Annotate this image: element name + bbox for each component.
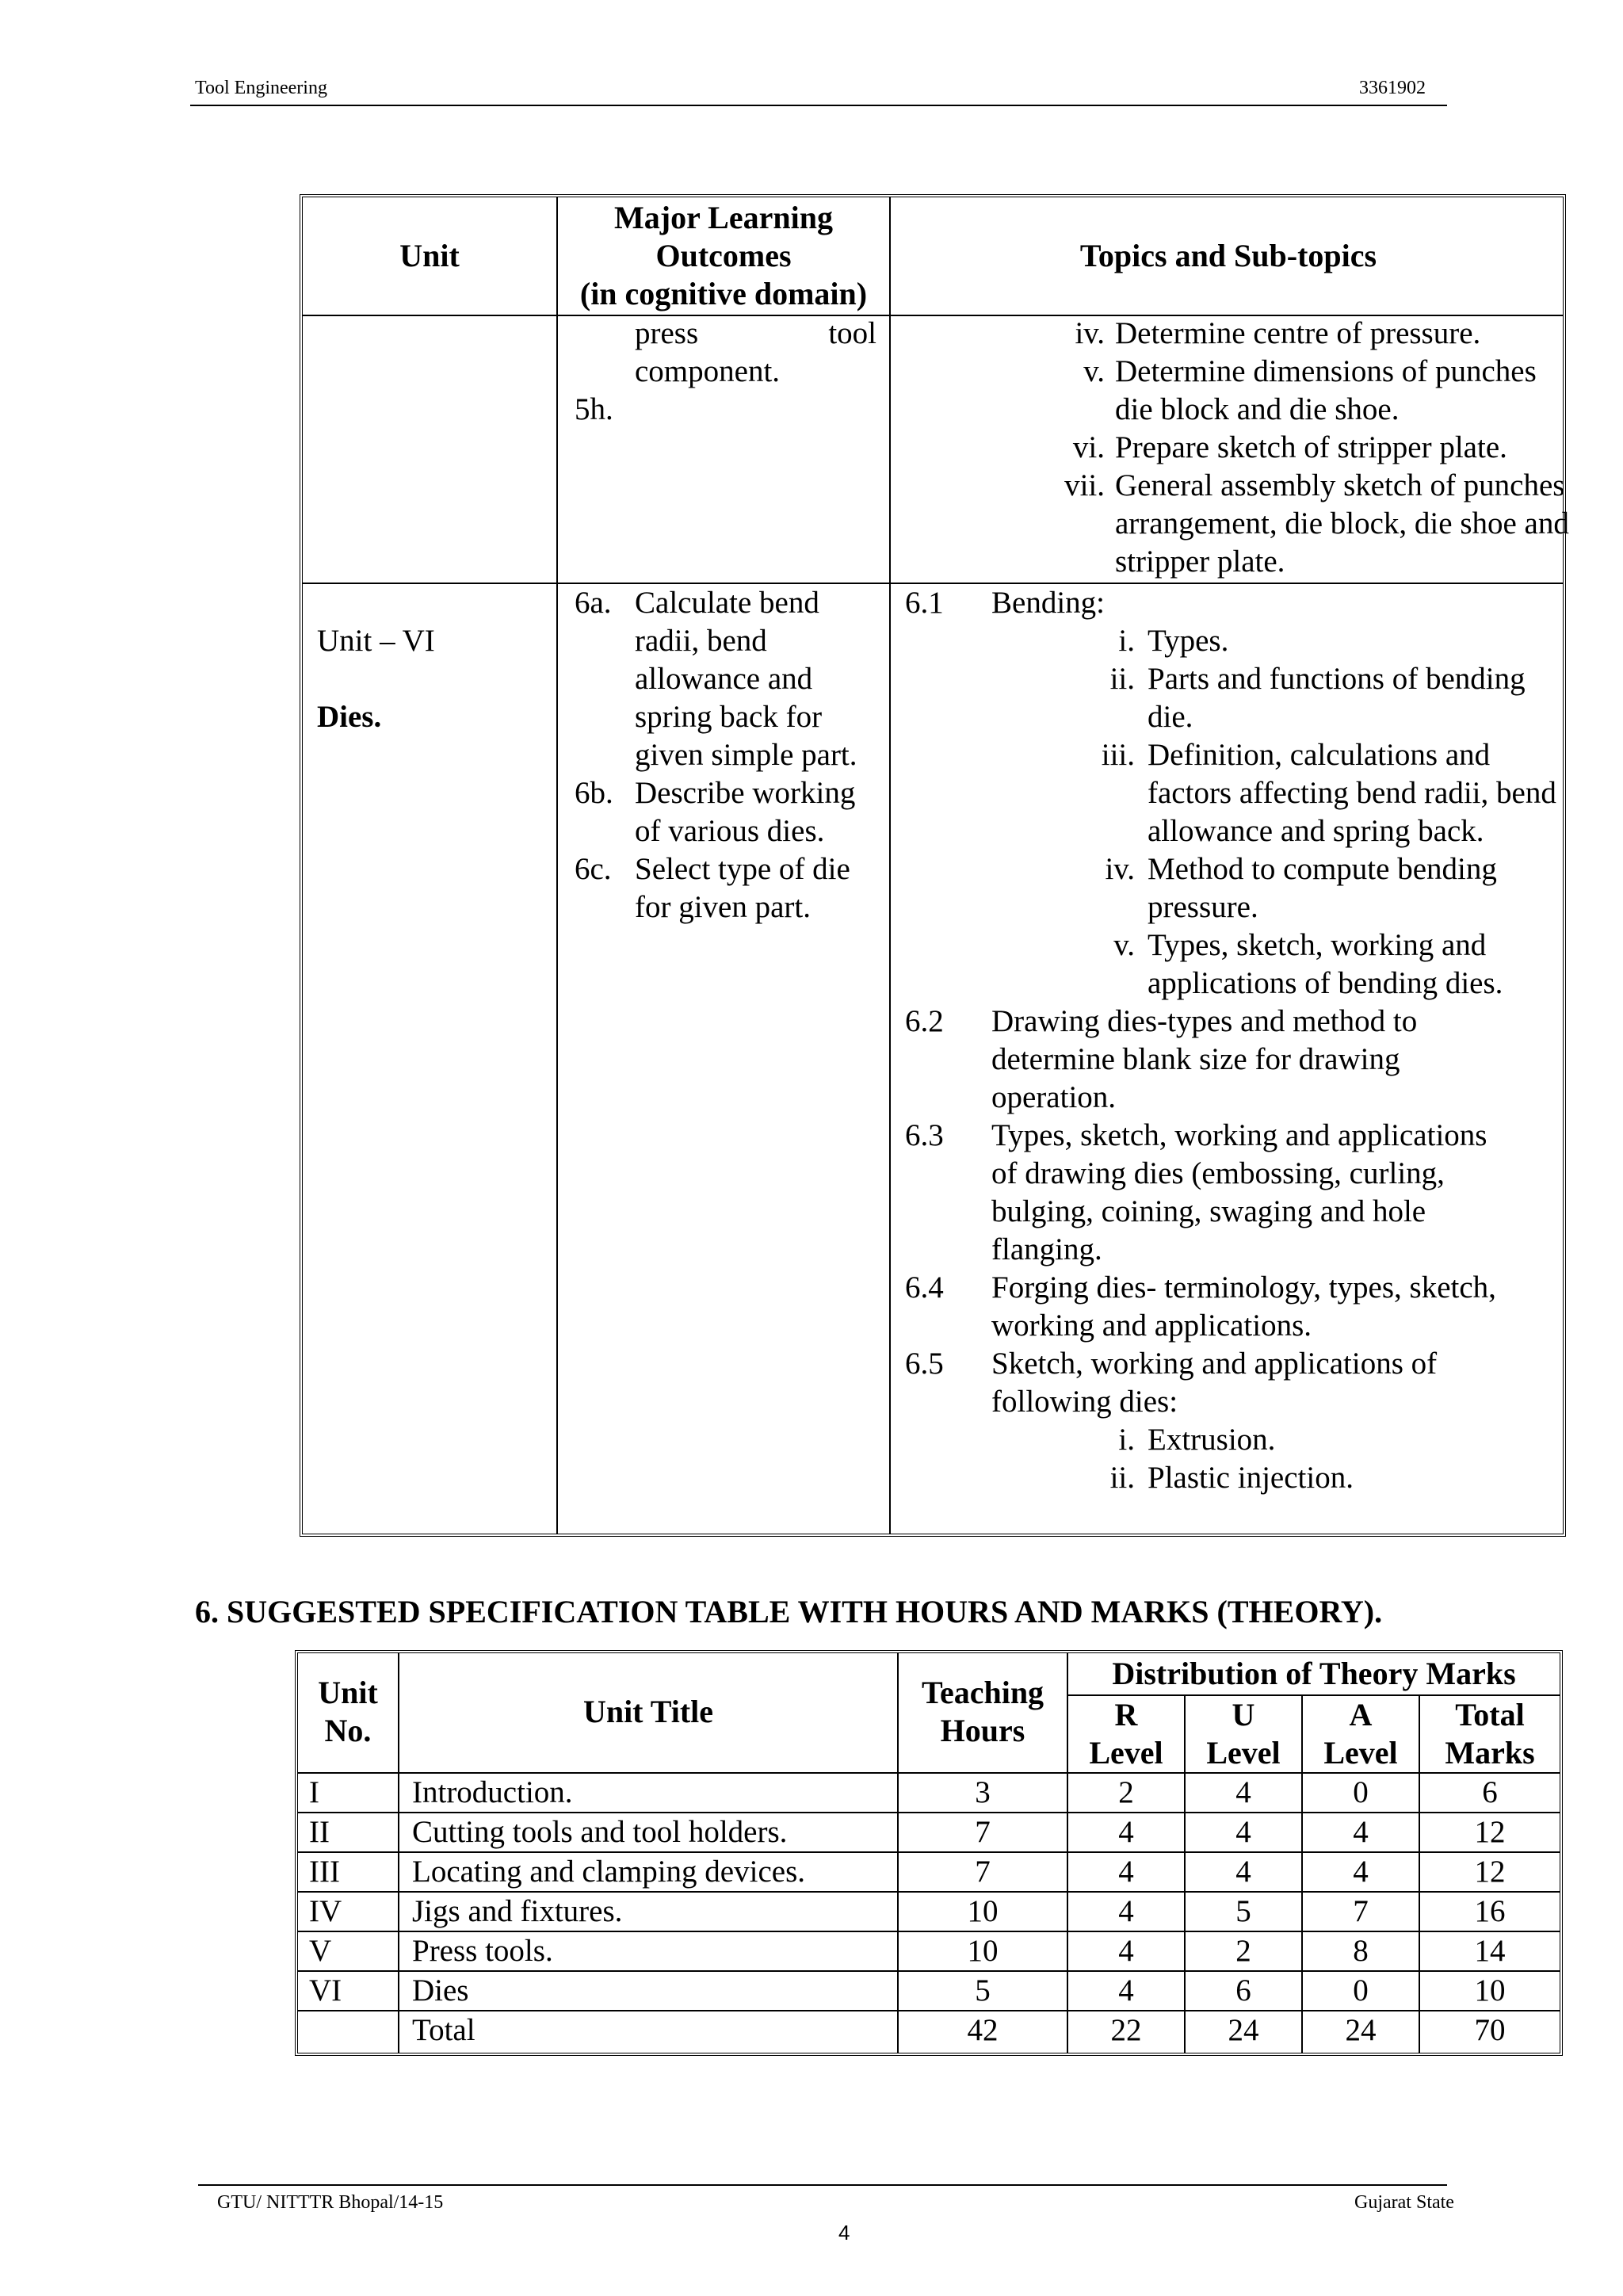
- cell-title: Locating and clamping devices.: [412, 1855, 805, 1889]
- cell-u: 4: [1235, 1855, 1251, 1889]
- topic-text: working and applications.: [991, 1308, 1312, 1343]
- unit-label: Unit – VI: [317, 624, 435, 658]
- cell-hours: 5: [975, 1973, 991, 2008]
- topic-number: 6.4: [905, 1270, 944, 1305]
- header-unit: Unit: [399, 238, 460, 273]
- topic-sub-number: vi.: [1072, 430, 1105, 464]
- topic-number: 6.5: [905, 1347, 944, 1381]
- cell-r: 22: [1110, 2013, 1142, 2047]
- header-u-level: [1186, 1696, 1301, 1772]
- topic-text: Types, sketch, working and applications: [991, 1118, 1487, 1152]
- outcome-item-number: 5h.: [575, 392, 613, 426]
- cell-a: 0: [1353, 1973, 1369, 2008]
- topic-sub-text: arrangement, die block, die shoe and: [1115, 506, 1569, 541]
- cell-title: Cutting tools and tool holders.: [412, 1815, 788, 1849]
- header-r-level: [1068, 1696, 1184, 1772]
- cell-u: 6: [1235, 1973, 1251, 2008]
- header-unit-no: [298, 1674, 398, 1750]
- running-header-code: 3361902: [1359, 78, 1426, 98]
- header-a-level: [1303, 1696, 1419, 1772]
- topic-sub-number: ii.: [1109, 662, 1135, 696]
- cell-hours: 3: [975, 1775, 991, 1809]
- table-row: [298, 1972, 1560, 2010]
- cell-hours: 42: [967, 2013, 999, 2047]
- table-row: [298, 1932, 1560, 1970]
- cell-u: 2: [1235, 1934, 1251, 1968]
- cell-title: Dies: [412, 1973, 469, 2008]
- header-outcomes: [558, 199, 889, 313]
- topic-sub-number: ii.: [1109, 1461, 1135, 1495]
- header-rule: [190, 105, 1447, 106]
- header-line: Level: [1323, 1735, 1398, 1771]
- table-row-total: [298, 2011, 1560, 2050]
- topic-sub-text: factors affecting bend radii, bend: [1148, 776, 1556, 810]
- unit-title: Dies.: [317, 700, 382, 734]
- cell-a: 4: [1353, 1855, 1369, 1889]
- header-distribution: Distribution of Theory Marks: [1112, 1656, 1516, 1691]
- topic-text: Bending:: [991, 586, 1105, 620]
- cell-total: 6: [1482, 1775, 1498, 1809]
- topic-sub-text: Prepare sketch of stripper plate.: [1115, 430, 1507, 464]
- topic-sub-text: Method to compute bending: [1148, 852, 1497, 886]
- cell-r: 4: [1118, 1934, 1134, 1968]
- header-teaching-hours: [899, 1674, 1067, 1750]
- outcome-line: radii, bend: [635, 624, 767, 658]
- cell-hours: 7: [975, 1815, 991, 1849]
- topic-sub-number: i.: [1118, 1423, 1135, 1457]
- topic-text: determine blank size for drawing: [991, 1042, 1400, 1076]
- cell-unit: III: [309, 1855, 340, 1889]
- specification-table: [295, 1650, 1563, 2056]
- outcome-line: of various dies.: [635, 814, 825, 848]
- header-line: R: [1114, 1697, 1138, 1733]
- outcome-continuation-line: component.: [635, 354, 781, 388]
- topic-sub-number: iv.: [1105, 852, 1135, 886]
- header-line: A: [1349, 1697, 1373, 1733]
- cell-hours: 10: [967, 1894, 999, 1928]
- cell-unit: V: [309, 1934, 332, 1968]
- outcome-continuation-line: [635, 315, 876, 353]
- topic-sub-text: Parts and functions of bending: [1148, 662, 1526, 696]
- topic-sub-text: allowance and spring back.: [1148, 814, 1484, 848]
- topic-sub-text: applications of bending dies.: [1148, 966, 1503, 1000]
- column-divider: [889, 197, 891, 1534]
- cell-r: 4: [1118, 1894, 1134, 1928]
- header-total-marks: [1420, 1696, 1560, 1772]
- header-outcomes-line: Outcomes: [655, 238, 792, 273]
- topic-sub-text: Extrusion.: [1148, 1423, 1276, 1457]
- footer-institution: GTU/ NITTTR Bhopal/14-15: [217, 2192, 444, 2213]
- topic-sub-text: General assembly sketch of punches: [1115, 468, 1565, 502]
- topic-sub-text: Types, sketch, working and: [1148, 928, 1487, 962]
- header-line: Teaching: [921, 1675, 1044, 1710]
- topic-text: following dies:: [991, 1385, 1178, 1419]
- topic-sub-text: Determine centre of pressure.: [1115, 316, 1481, 350]
- topic-number: 6.1: [905, 586, 944, 620]
- topic-sub-number: i.: [1118, 624, 1135, 658]
- cell-title: Introduction.: [412, 1775, 573, 1809]
- topic-text: Sketch, working and applications of: [991, 1347, 1438, 1381]
- outcomes-topics-table: [300, 194, 1569, 1537]
- cell-u: 4: [1235, 1775, 1251, 1809]
- header-line: U: [1232, 1697, 1255, 1733]
- header-line: Level: [1206, 1735, 1281, 1771]
- topic-sub-text: Definition, calculations and: [1148, 738, 1491, 772]
- cell-title: Total: [412, 2013, 475, 2047]
- cell-unit: II: [309, 1815, 330, 1849]
- footer-state: Gujarat State: [1354, 2192, 1454, 2213]
- topic-sub-number: v.: [1083, 354, 1105, 388]
- cell-u: 5: [1235, 1894, 1251, 1928]
- cell-a: 8: [1353, 1934, 1369, 1968]
- header-line: No.: [324, 1713, 372, 1748]
- outcome-item-number: 6c.: [575, 852, 612, 886]
- header-line: Total: [1455, 1697, 1525, 1733]
- header-line: Hours: [940, 1713, 1025, 1748]
- cell-u: 24: [1228, 2013, 1259, 2047]
- topic-sub-text: die block and die shoe.: [1115, 392, 1400, 426]
- cell-r: 2: [1118, 1775, 1134, 1809]
- outcome-item-number: 6a.: [575, 586, 612, 620]
- cell-r: 4: [1118, 1973, 1134, 2008]
- header-outcomes-line: Major Learning: [614, 200, 833, 235]
- topic-text: Drawing dies-types and method to: [991, 1004, 1418, 1038]
- cell-total: 16: [1474, 1894, 1506, 1928]
- cell-a: 4: [1353, 1815, 1369, 1849]
- topic-text: of drawing dies (embossing, curling,: [991, 1156, 1445, 1190]
- cell-total: 12: [1474, 1815, 1506, 1849]
- cell-unit: IV: [309, 1894, 342, 1928]
- topic-sub-number: vii.: [1064, 468, 1105, 502]
- outcome-line: Describe working: [635, 776, 856, 810]
- outcome-text: Calculate bend: [635, 586, 819, 620]
- topic-number: 6.2: [905, 1004, 944, 1038]
- topic-number: 6.3: [905, 1118, 944, 1152]
- outcome-line: Select type of die: [635, 852, 850, 886]
- running-header-title: Tool Engineering: [195, 78, 327, 98]
- header-topics: Topics and Sub-topics: [1079, 238, 1377, 273]
- outcome-line: allowance and: [635, 662, 813, 696]
- cell-total: 70: [1474, 2013, 1506, 2047]
- cell-r: 4: [1118, 1855, 1134, 1889]
- outcome-word: press: [635, 316, 699, 350]
- topic-text: flanging.: [991, 1232, 1102, 1266]
- cell-total: 12: [1474, 1855, 1506, 1889]
- topic-sub-text: Determine dimensions of punches: [1115, 354, 1537, 388]
- footer-rule: [198, 2184, 1447, 2186]
- cell-a: 7: [1353, 1894, 1369, 1928]
- header-outcomes-line: (in cognitive domain): [579, 276, 868, 311]
- topic-sub-number: iii.: [1101, 738, 1135, 772]
- cell-total: 10: [1474, 1973, 1506, 2008]
- table-row: [298, 1853, 1560, 1891]
- cell-hours: 10: [967, 1934, 999, 1968]
- cell-r: 4: [1118, 1815, 1134, 1849]
- topic-text: operation.: [991, 1080, 1117, 1114]
- topic-sub-text: Plastic injection.: [1148, 1461, 1354, 1495]
- cell-u: 4: [1235, 1815, 1251, 1849]
- outcome-line: given simple part.: [635, 738, 857, 772]
- cell-a: 24: [1345, 2013, 1377, 2047]
- header-unit-title: Unit Title: [582, 1694, 714, 1729]
- cell-unit: I: [309, 1775, 319, 1809]
- outcome-word: tool: [828, 316, 876, 350]
- topic-sub-text: die.: [1148, 700, 1193, 734]
- topic-sub-text: stripper plate.: [1115, 544, 1285, 579]
- header-line: Level: [1089, 1735, 1163, 1771]
- outcome-item-number: 6b.: [575, 776, 613, 810]
- section-heading: 6. SUGGESTED SPECIFICATION TABLE WITH HOURS AND MARKS (THEORY).: [195, 1594, 1383, 1629]
- header-line: Marks: [1445, 1735, 1535, 1771]
- topic-sub-number: v.: [1113, 928, 1135, 962]
- outcome-line: [635, 584, 876, 622]
- outcome-line: spring back for: [635, 700, 823, 734]
- column-divider: [556, 197, 558, 1534]
- topic-text: Forging dies- terminology, types, sketch,: [991, 1270, 1496, 1305]
- table-row: [298, 1813, 1560, 1851]
- cell-title: Jigs and fixtures.: [412, 1894, 623, 1928]
- topic-sub-number: iv.: [1075, 316, 1105, 350]
- table-row: [298, 1893, 1560, 1931]
- cell-total: 14: [1474, 1934, 1506, 1968]
- outcome-line: for given part.: [635, 890, 812, 924]
- cell-a: 0: [1353, 1775, 1369, 1809]
- page-number: 4: [838, 2221, 850, 2244]
- cell-title: Press tools.: [412, 1934, 553, 1968]
- topic-text: bulging, coining, swaging and hole: [991, 1194, 1426, 1228]
- topic-sub-text: Types.: [1148, 624, 1229, 658]
- cell-hours: 7: [975, 1855, 991, 1889]
- header-line: Unit: [318, 1675, 378, 1710]
- cell-unit: VI: [309, 1973, 342, 2008]
- topic-sub-text: pressure.: [1148, 890, 1258, 924]
- table-row: [298, 1774, 1560, 1812]
